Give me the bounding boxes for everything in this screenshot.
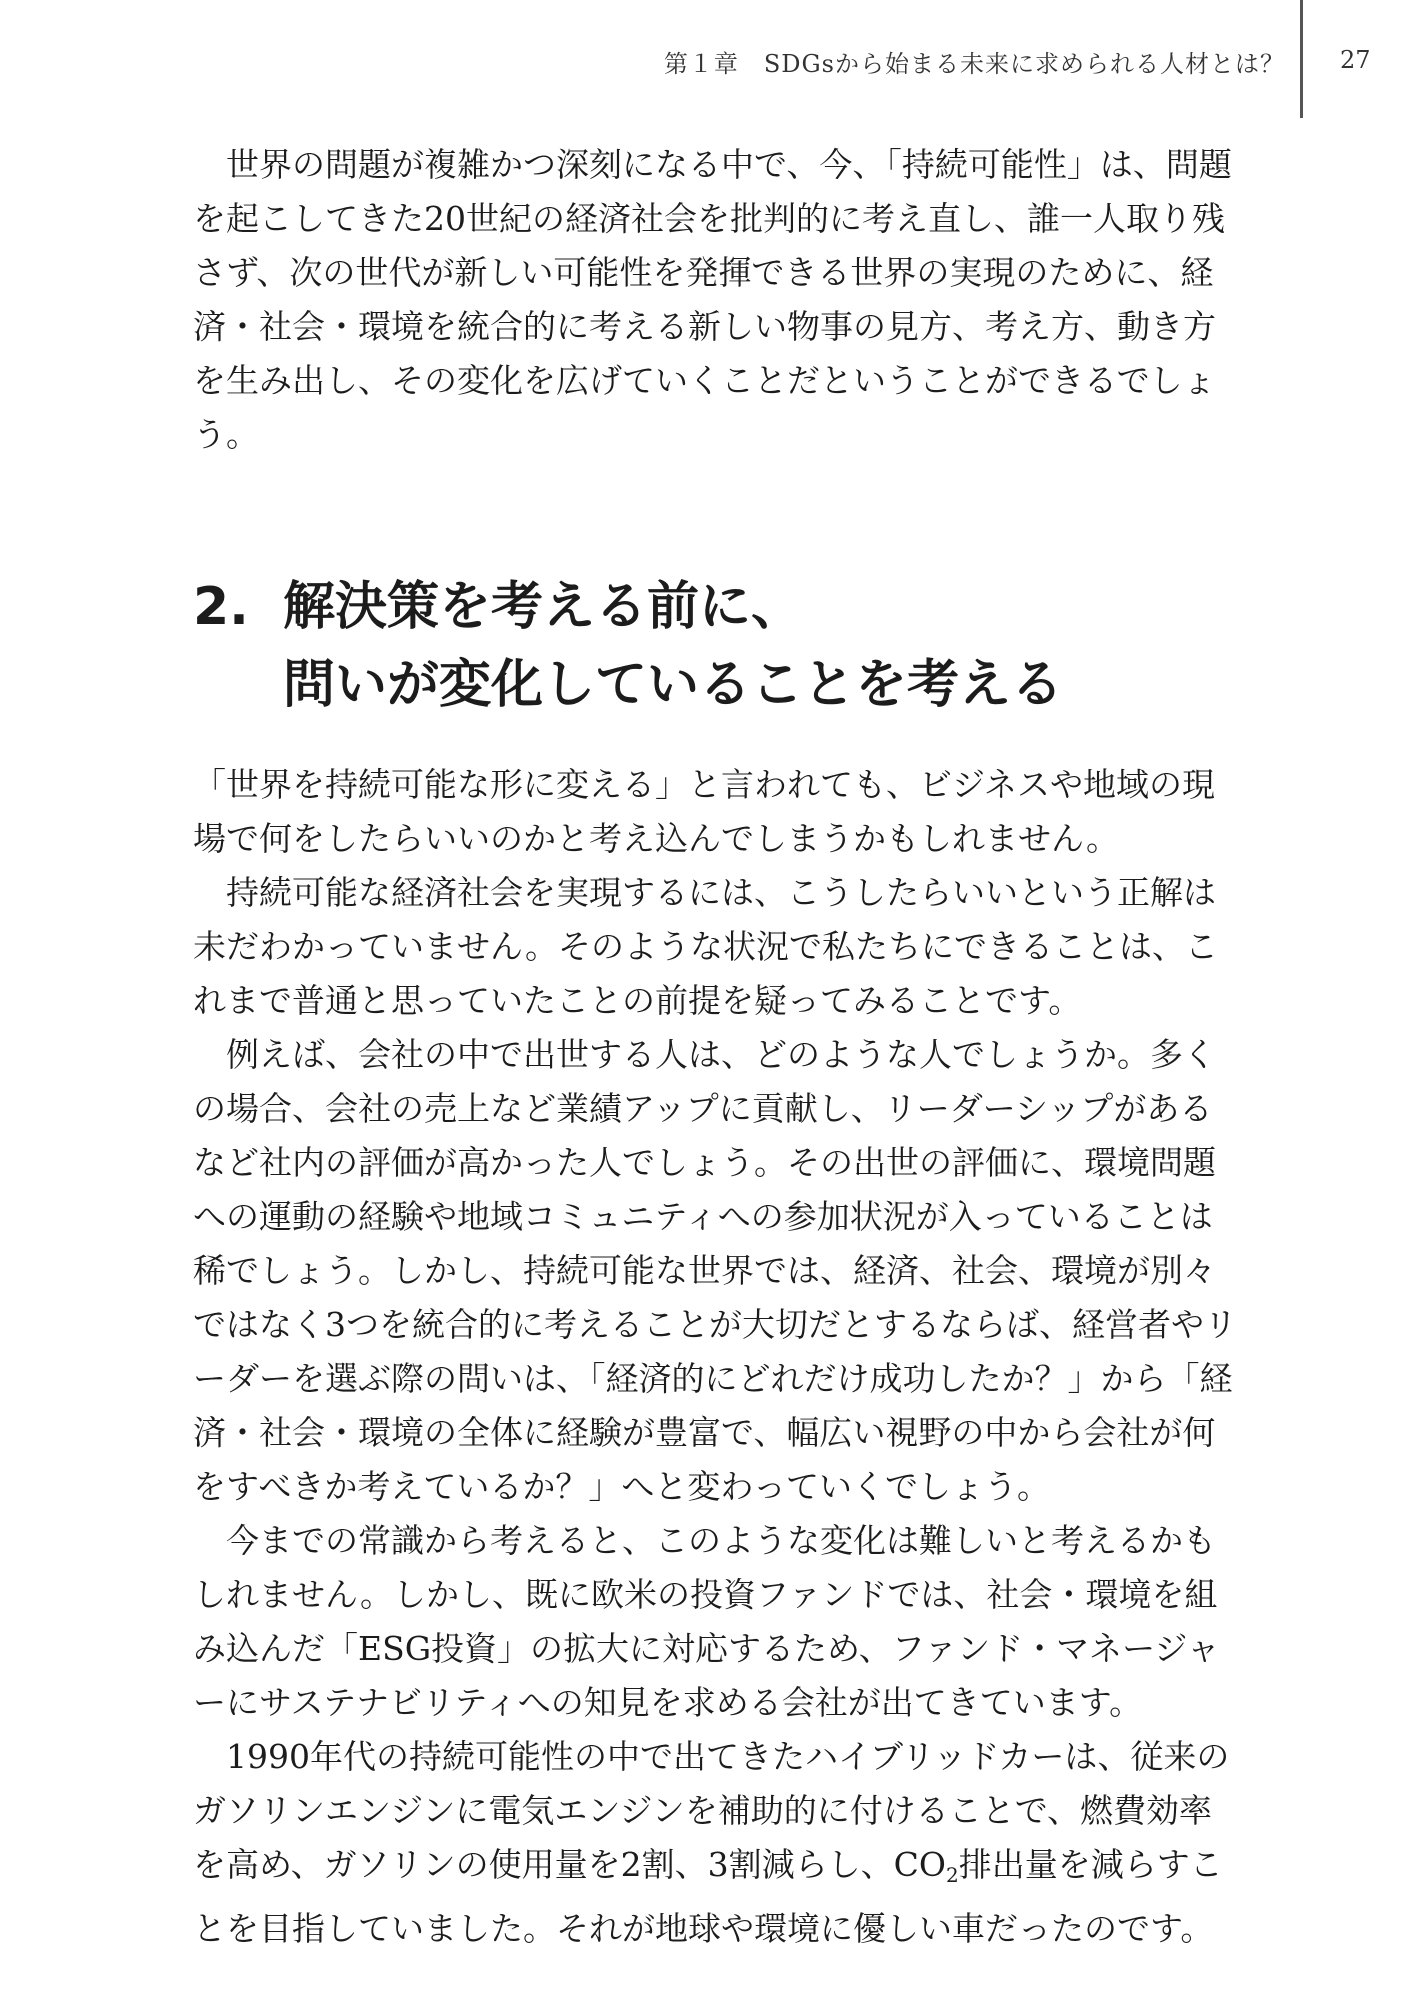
section-heading [193, 568, 1243, 724]
intro-paragraph: 世界の問題が複雑かつ深刻になる中で、今、「持続可能性」は、問題を起こしてきた20世紀の経済社会を批判的に考え直し、誰一人取り残さず、次の世代が新しい可能性を発揮できる世界の実現のために、経済・社会・環境を統合的に考える新しい物事の見方、考え方、動き方を生み出し、その変化を広げていくことだということができるでしょう。 [193, 145, 1232, 454]
body-paragraph-4: 今までの常識から考えると、このような変化は難しいと考えるかもしれません。しかし、既に欧米の投資ファンドでは、社会・環境を組み込んだ「ESG投資」の拡大に対応するため、ファンド・マネージャーにサステナビリティへの知見を求める会社が出てきています。 [193, 1521, 1220, 1722]
header-divider [1300, 0, 1303, 118]
section-number: 2. [193, 577, 249, 637]
co2-subscript: 2 [945, 1863, 959, 1887]
body-paragraph-3: 例えば、会社の中で出世する人は、どのような人でしょうか。多くの場合、会社の売上など業績アップに貢献し、リーダーシップがあるなど社内の評価が高かった人でしょう。その出世の評価に、環境問題への運動の経験や地域コミュニティへの参加状況が入っていることは稀でしょう。しかし、持続可能な世界では、経済、社会、環境が別々ではなく3つを統合的に考えることが大切だとするならば、経営者やリーダーを選ぶ際の問いは、「経済的にどれだけ成功したか？」から「経済・社会・環境の全体に経験が豊富で、幅広い視野の中から会社が何をすべきか考えているか？」へと変わっていくでしょう。 [193, 1035, 1237, 1506]
page-number: 27 [1340, 46, 1371, 74]
body-paragraph-5 [193, 1730, 1243, 1956]
section-title [283, 568, 1063, 724]
running-head-chapter: 第１章 SDGsから始まる未来に求められる人材とは？ [663, 50, 1285, 78]
body-paragraph-2: 持続可能な経済社会を実現するには、こうしたらいいという正解は未だわかっていません。そのような状況で私たちにできることは、これまで普通と思っていたことの前提を疑ってみることです。 [193, 873, 1218, 1020]
body-paragraph-1: 「世界を持続可能な形に変える」と言われても、ビジネスや地域の現場で何をしたらいいのかと考え込んでしまうかもしれません。 [193, 765, 1216, 858]
paragraph-5-text-after: 排出量を減らすことを目指していました。それが地球や環境に優しい車だったのです。 [193, 1845, 1223, 1948]
page-body [193, 138, 1243, 1956]
section-title-line-2: 問いが変化していることを考える [283, 655, 1064, 715]
section-title-line-1: 解決策を考える前に、 [283, 577, 804, 637]
paragraph-5-text-before: 1990年代の持続可能性の中で出てきたハイブリッドカーは、従来のガソリンエンジンに電気エンジンを補助的に付けることで、燃費効率を高め、ガソリンの使用量を2割、3割減らし、CO [193, 1737, 1230, 1884]
